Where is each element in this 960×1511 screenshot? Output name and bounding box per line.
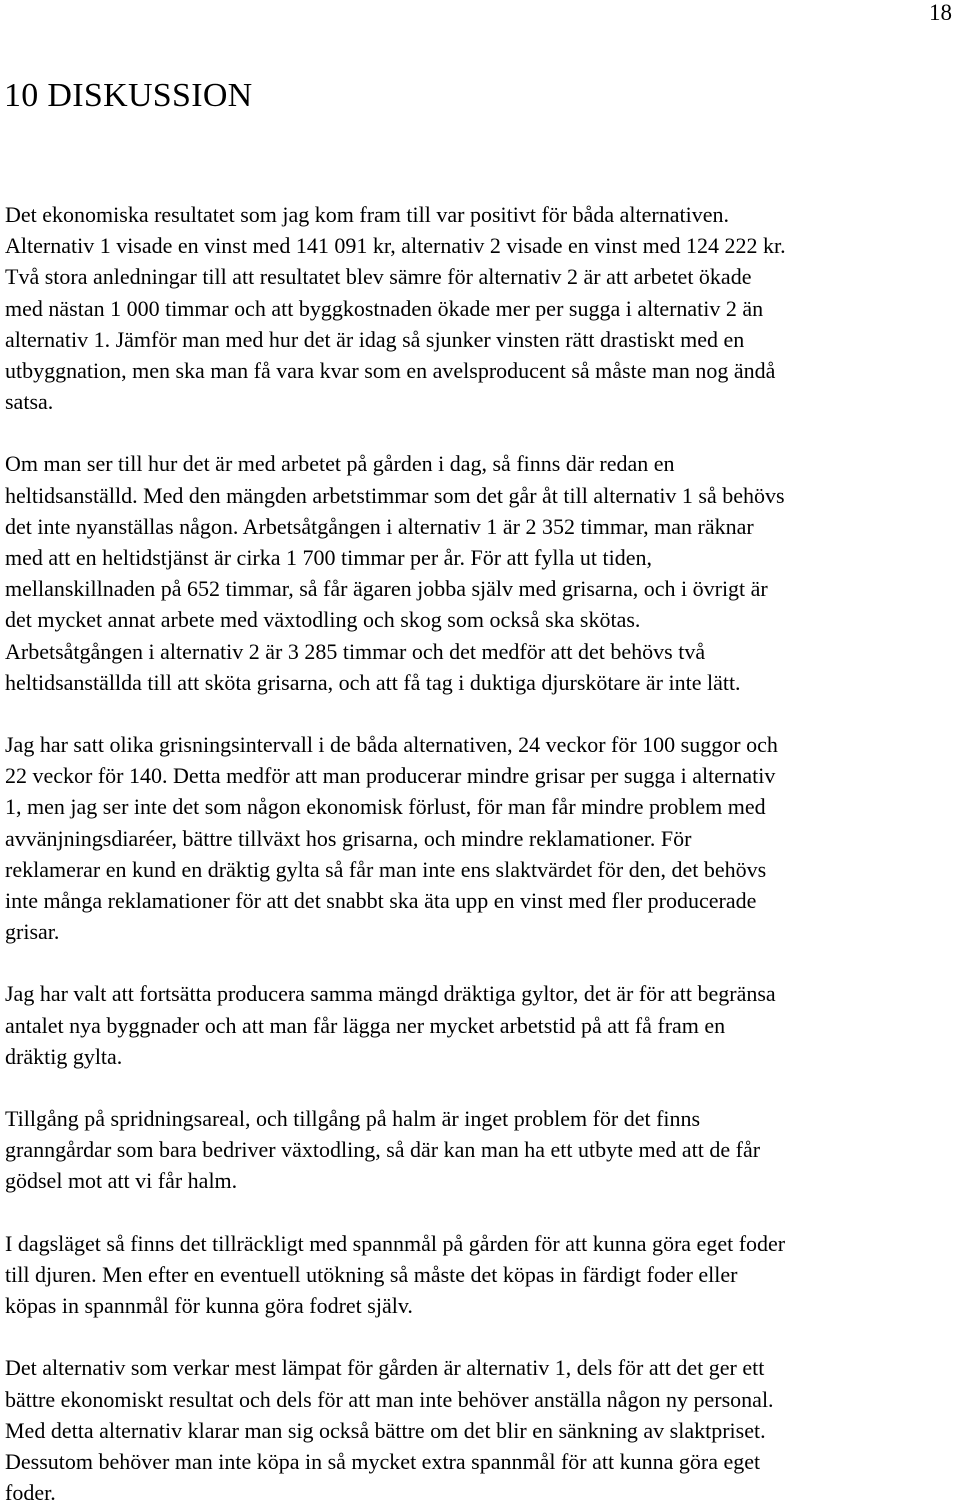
text-line: 1, men jag ser inte det som någon ekonomisk förlust, för man får mindre problem med bbox=[5, 794, 766, 820]
text-line: Tillgång på spridningsareal, och tillgång på halm är inget problem för det finns bbox=[5, 1106, 701, 1132]
paragraph-4 bbox=[5, 978, 955, 1072]
text-line: alternativ 1. Jämför man med hur det är idag så sjunker vinsten rätt drastiskt med en bbox=[5, 326, 745, 352]
text-line: till djuren. Men efter en eventuell utökning så måste det köpas in färdigt foder eller bbox=[5, 1261, 738, 1287]
text-line: köpas in spannmål för kunna göra fodret själv. bbox=[5, 1293, 413, 1319]
text-line: Jag har valt att fortsätta producera samma mängd dräktiga gyltor, det är för att begränsa bbox=[5, 981, 776, 1007]
paragraph-6 bbox=[5, 1228, 955, 1322]
text-line: Två stora anledningar till att resultatet blev sämre för alternativ 2 är att arbetet ökade bbox=[5, 264, 752, 290]
text-line: avvänjningsdiaréer, bättre tillväxt hos grisarna, och mindre reklamationer. För bbox=[5, 825, 692, 851]
text-line: satsa. bbox=[5, 389, 54, 415]
text-line: Det ekonomiska resultatet som jag kom fram till var positivt för båda alternativen. bbox=[5, 202, 729, 227]
paragraph-5 bbox=[5, 1103, 955, 1197]
text-line: I dagsläget så finns det tillräckligt med spannmål på gården för att kunna göra eget foder bbox=[5, 1230, 786, 1256]
text-line: Alternativ 1 visade en vinst med 141 091 kr, alternativ 2 visade en vinst med 124 222 kr. bbox=[5, 233, 786, 259]
text-line: grisar. bbox=[5, 919, 60, 945]
text-line: Jag har satt olika grisningsintervall i de båda alternativen, 24 veckor för 100 suggor och bbox=[5, 732, 778, 758]
paragraph-1 bbox=[5, 199, 955, 417]
text-line: Dessutom behöver man inte köpa in så mycket extra spannmål för att kunna göra eget bbox=[5, 1448, 761, 1474]
text-line: foder. bbox=[5, 1480, 56, 1506]
text-line: det mycket annat arbete med växtodling och skog som också ska skötas. bbox=[5, 607, 641, 633]
text-line: dräktig gylta. bbox=[5, 1043, 123, 1069]
text-line: Om man ser till hur det är med arbetet på gården i dag, så finns där redan en bbox=[5, 451, 675, 477]
text-line: granngårdar som bara bedriver växtodling, så där kan man ha ett utbyte med att de får bbox=[5, 1137, 761, 1163]
text-line: bättre ekonomiskt resultat och dels för att man inte behöver anställa någon ny personal. bbox=[5, 1386, 774, 1412]
text-line: Med detta alternativ klarar man sig också bättre om det blir en sänkning av slaktpriset. bbox=[5, 1417, 766, 1443]
body-text bbox=[5, 199, 955, 1508]
paragraph-3 bbox=[5, 729, 955, 947]
text-line: reklamerar en kund en dräktig gylta så får man inte ens slaktvärdet för den, det behövs bbox=[5, 856, 767, 882]
text-line: 22 veckor för 140. Detta medför att man producerar mindre grisar per sugga i alternativ bbox=[5, 763, 776, 789]
text-line: heltidsanställd. Med den mängden arbetstimmar som det går åt till alternativ 1 så behövs bbox=[5, 482, 785, 508]
text-line: mellanskillnaden på 652 timmar, så får ägaren jobba själv med grisarna, och i övrigt är bbox=[5, 576, 768, 602]
text-line: utbyggnation, men ska man få vara kvar som en avelsproducent så måste man nog ändå bbox=[5, 358, 776, 384]
text-line: med nästan 1 000 timmar och att byggkostnaden ökade mer per sugga i alternativ 2 än bbox=[5, 295, 764, 321]
text-line: heltidsanställda till att sköta grisarna, och att få tag i duktiga djurskötare är inte lätt. bbox=[5, 669, 741, 695]
text-line: Arbetsåtgången i alternativ 2 är 3 285 timmar och det medför att det behövs två bbox=[5, 638, 706, 664]
text-line: gödsel mot att vi får halm. bbox=[5, 1168, 238, 1194]
text-line: antalet nya byggnader och att man får lägga ner mycket arbetstid på att få fram en bbox=[5, 1012, 726, 1038]
text-line: det inte nyanställas någon. Arbetsåtgången i alternativ 1 är 2 352 timmar, man räknar bbox=[5, 513, 754, 539]
section-heading: 10 DISKUSSION bbox=[4, 77, 253, 114]
paragraph-7 bbox=[5, 1352, 955, 1508]
text-line: med att en heltidstjänst är cirka 1 700 timmar per år. För att fylla ut tiden, bbox=[5, 545, 652, 571]
paragraph-2 bbox=[5, 448, 955, 698]
text-line: inte många reklamationer för att det snabbt ska äta upp en vinst med fler producerade bbox=[5, 888, 757, 914]
page-number: 18 bbox=[929, 0, 952, 25]
text-line: Det alternativ som verkar mest lämpat för gården är alternativ 1, dels för att det ger ett bbox=[5, 1355, 765, 1381]
